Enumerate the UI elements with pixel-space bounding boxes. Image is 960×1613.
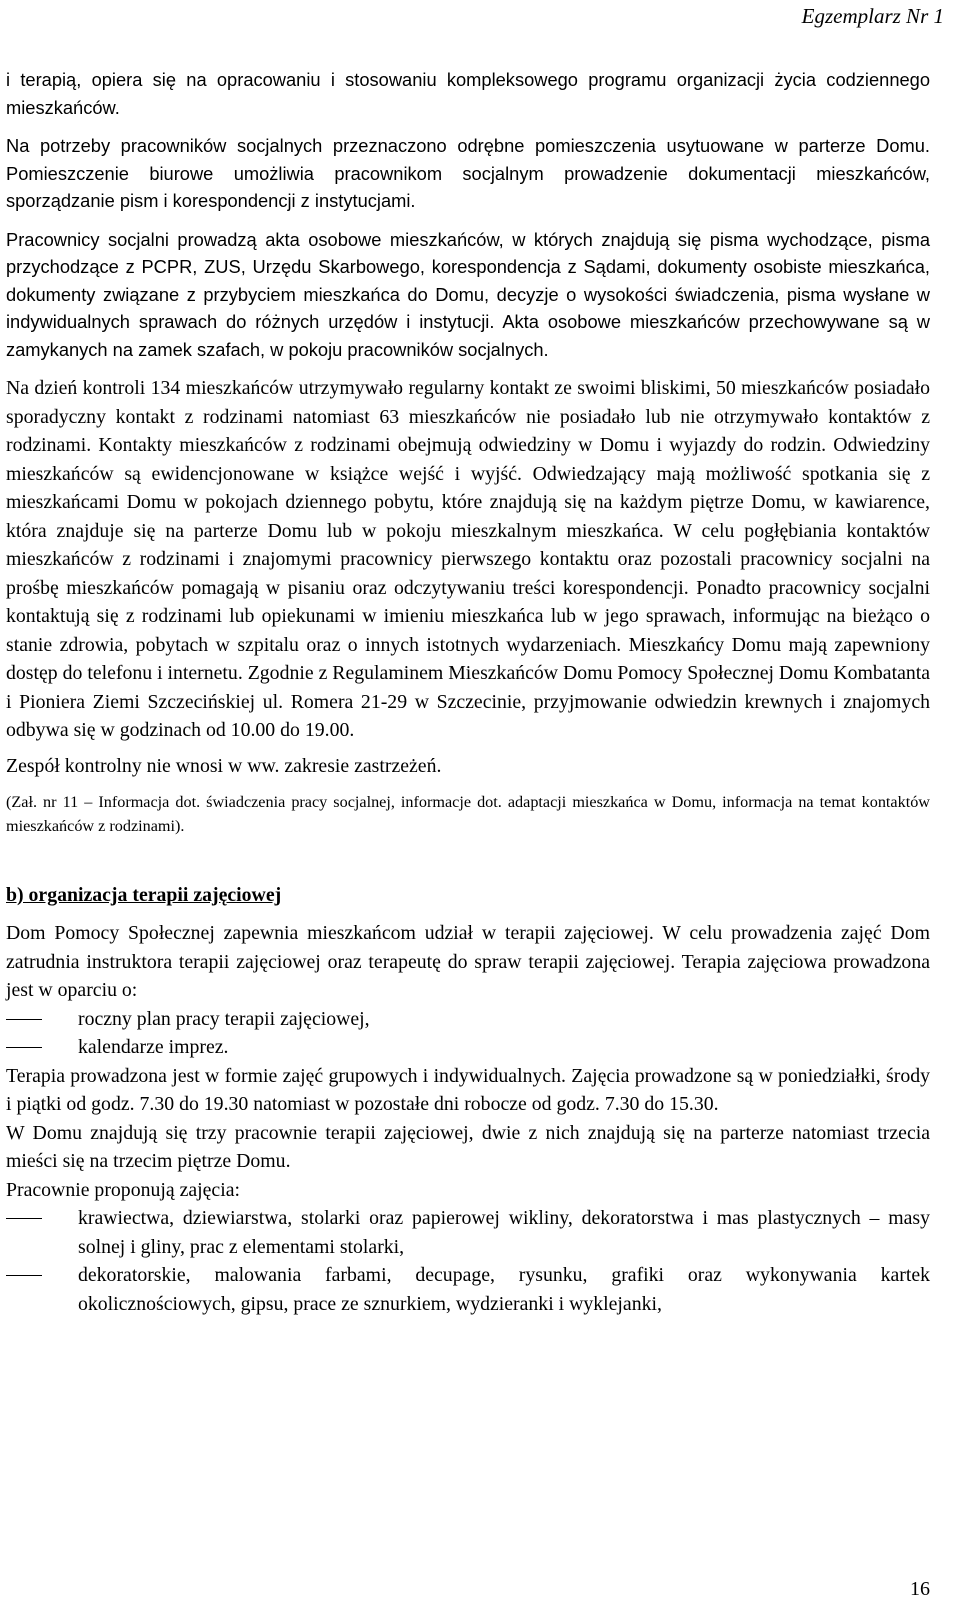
dash-bullet-icon <box>6 1047 42 1048</box>
dash-bullet-icon <box>6 1019 42 1020</box>
page-number: 16 <box>910 1578 930 1600</box>
paragraph-family-contacts: Na dzień kontroli 134 mieszkańców utrzymywało regularny kontakt ze swoimi bliskimi, 50 mieszkańców posiadało sporadyczny kontakt z rodzinami natomiast 63 mieszkańców nie posiadało lub nie otrzymywało kontaktów z rodzinami. Kontakty mieszkańców z rodzinami obejmują odwiedziny w Domu i wyjazdy do rodzin. Odwiedziny mieszkańców są ewidencjonowane w książce wejść i wyjść. Odwiedzający mają możliwość spotkania się z mieszkańcami Domu w pokojach dziennego pobytu, które znajdują się na każdym piętrze Domu, w kawiarence, która znajduje się na parterze Domu lub w pokoju mieszkalnym mieszkańca. W celu pogłębiania kontaktów mieszkańców z rodzinami i znajomymi pracownicy pierwszego kontaktu oraz pozostali pracownicy socjalni na prośbę mieszkańców pomagają w pisaniu oraz odczytywaniu treści korespondencji. Ponadto pracownicy socjalni kontaktują się z rodzinami lub opiekunami w imieniu mieszkańca lub w jego sprawach, informując na bieżąco o stanie zdrowia, pobytach w szpitalu oraz o innych istotnych wydarzeniach. Mieszkańcy Domu mają zapewniony dostęp do telefonu i internetu. Zgodnie z Regulaminem Mieszkańców Domu Pomocy Społecznej Domu Kombatanta i Pioniera Ziemi Szczecińskiej ul. Romera 21-29 w Szczecinie, przyjmowanie odwiedzin krewnych i znajomych odbywa się w godzinach od 10.00 do 19.00. <box>6 377 931 741</box>
paragraph-social-workers-rooms: Na potrzeby pracowników socjalnych przeznaczono odrębne pomieszczenia usytuowane w parterze Domu. Pomieszczenie biurowe umożliwia pracownikom socjalnym prowadzenie dokumentacji mieszkańców, sporządzanie pism i korespondencji z instytucjami. <box>6 135 930 211</box>
therapy-basis-list <box>6 1005 930 1062</box>
attachment-note: (Zał. nr 11 – Informacja dot. świadczenia pracy socjalnej, informacje dot. adaptacji mieszkańca w Domu, informacja na temat kontaktów mieszkańców z rodzinami). <box>6 793 930 835</box>
list-item: roczny plan pracy terapii zajęciowej, <box>6 1005 930 1034</box>
therapy-workshops: W Domu znajdują się trzy pracownie terapii zajęciowej, dwie z nich znajdują się na parterze natomiast trzecia mieści się na trzecim piętrze Domu. <box>6 1121 930 1172</box>
dash-bullet-icon <box>6 1275 42 1276</box>
list-item: krawiectwa, dziewiarstwa, stolarki oraz papierowej wikliny, dekoratorstwa i mas plastycznych – masy solnej i gliny, prac z elementami stolarki, <box>6 1204 930 1261</box>
section-heading-occupational-therapy: b) organizacja terapii zajęciowej <box>6 884 282 906</box>
page-body <box>6 66 930 1318</box>
section-occupational-therapy <box>6 919 930 1318</box>
list-item: dekoratorskie, malowania farbami, decupage, rysunku, grafiki oraz wykonywania kartek okolicznościowych, gipsu, prace ze sznurkiem, wydzieranki i wyklejanki, <box>6 1261 930 1318</box>
paragraph-no-objections: Zespół kontrolny nie wnosi w ww. zakresie zastrzeżeń. <box>6 754 442 777</box>
paragraph-personal-files: Pracownicy socjalni prowadzą akta osobowe mieszkańców, w których znajdują się pisma wychodzące, pisma przychodzące z PCPR, ZUS, Urzędu Skarbowego, korespondencja z Sądami, dokumenty osobiste mieszkańca, dokumenty związane z przybyciem mieszkańca do Domu, decyzje o wysokości świadczenia, pisma wysłane w indywidualnych sprawach do różnych urzędów i instytucji. Akta osobowe mieszkańców przechowywane są w zamykanych na zamek szafach, w pokoju pracowników socjalnych. <box>6 228 930 360</box>
document-copy-label: Egzemplarz Nr 1 <box>801 4 944 28</box>
list-item: kalendarze imprez. <box>6 1033 930 1062</box>
dash-bullet-icon <box>6 1218 42 1219</box>
paragraph-life-program: i terapią, opiera się na opracowaniu i stosowaniu kompleksowego programu organizacji życia codziennego mieszkańców. <box>6 69 930 118</box>
therapy-offer-intro: Pracownie proponują zajęcia: <box>6 1178 240 1201</box>
therapy-offer-list <box>6 1204 930 1318</box>
therapy-schedule: Terapia prowadzona jest w formie zajęć grupowych i indywidualnych. Zajęcia prowadzone są w poniedziałki, środy i piątki od godz. 7.30 do 19.30 natomiast w pozostałe dni robocze od godz. 7.30 do 15.30. <box>6 1064 930 1115</box>
therapy-intro: Dom Pomocy Społecznej zapewnia mieszkańcom udział w terapii zajęciowej. W celu prowadzenia zajęć Dom zatrudnia instruktora terapii zajęciowej oraz terapeutę do spraw terapii zajęciowej. Terapia zajęciowa prowadzona jest w oparciu o: <box>6 922 930 1001</box>
